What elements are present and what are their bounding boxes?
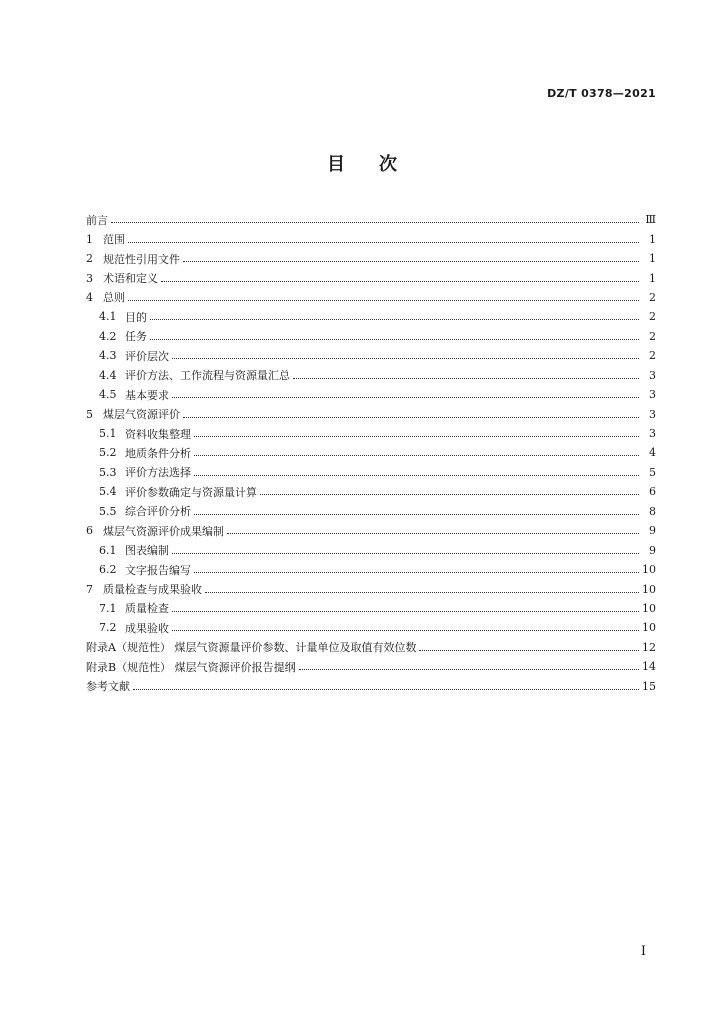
toc-entry[interactable] (86, 327, 656, 346)
toc-entry-number: 7.1 (99, 601, 117, 615)
toc-entry-page: 1 (649, 252, 656, 266)
toc-entry-page: 3 (649, 407, 656, 421)
toc-entry-page: 14 (642, 660, 656, 674)
toc-entry-label: 综合评价分析 (125, 505, 191, 519)
toc-entry[interactable] (86, 404, 656, 423)
toc-entry[interactable] (86, 502, 656, 521)
toc-leader-dots (299, 655, 639, 670)
toc-entry[interactable] (86, 249, 656, 268)
toc-entry-label: 质量检查 (125, 602, 169, 616)
toc-entry-label: 评价参数确定与资源量计算 (125, 485, 257, 499)
toc-entry[interactable] (86, 638, 656, 657)
toc-entry-number: 4 (86, 290, 93, 304)
toc-leader-dots (133, 675, 639, 690)
toc-leader-dots (194, 422, 639, 437)
toc-entry-label: 评价方法、工作流程与资源量汇总 (125, 369, 290, 383)
toc-leader-dots (194, 441, 639, 456)
toc-entry-page: 6 (649, 485, 656, 499)
toc-entry-label: 地质条件分析 (125, 446, 191, 460)
toc-entry[interactable] (86, 288, 656, 307)
toc-leader-dots (172, 344, 639, 359)
toc-entry[interactable] (86, 677, 656, 696)
toc-entry-page: 1 (649, 232, 656, 246)
toc-entry-number: 4.1 (99, 310, 117, 324)
toc-entry-number: 5.3 (99, 465, 117, 479)
toc-entry-label: 参考文献 (86, 680, 130, 694)
toc-entry-number: 5 (86, 407, 93, 421)
toc-entry[interactable] (86, 385, 656, 404)
toc-entry-page: 5 (649, 465, 656, 479)
toc-entry-number: 2 (86, 252, 93, 266)
toc-leader-dots (150, 325, 639, 340)
toc-entry[interactable] (86, 579, 656, 598)
table-of-contents (86, 210, 656, 696)
toc-entry-page: 15 (642, 679, 656, 693)
toc-entry[interactable] (86, 657, 656, 676)
toc-entry[interactable] (86, 482, 656, 501)
toc-entry-number: 5.4 (99, 485, 117, 499)
toc-entry-label: 图表编制 (125, 544, 169, 558)
toc-entry-number: 6.2 (99, 563, 117, 577)
toc-entry-page: 3 (649, 368, 656, 382)
toc-entry-page: 9 (649, 543, 656, 557)
toc-entry-page: 10 (642, 582, 656, 596)
toc-entry-page: 1 (649, 271, 656, 285)
toc-entry-page: 10 (642, 601, 656, 615)
toc-entry-label: 质量检查与成果验收 (103, 583, 202, 597)
toc-entry[interactable] (86, 618, 656, 637)
toc-leader-dots (150, 305, 639, 320)
toc-entry[interactable] (86, 521, 656, 540)
toc-entry[interactable] (86, 268, 656, 287)
toc-leader-dots (128, 228, 639, 243)
toc-entry-label: 任务 (125, 330, 147, 344)
toc-entry-number: 6 (86, 524, 93, 538)
toc-entry-label: 目的 (125, 310, 147, 324)
toc-entry[interactable] (86, 210, 656, 229)
toc-leader-dots (172, 539, 639, 554)
toc-entry-page: 8 (649, 504, 656, 518)
toc-entry[interactable] (86, 443, 656, 462)
toc-entry-label: 评价方法选择 (125, 466, 191, 480)
toc-entry[interactable] (86, 599, 656, 618)
toc-leader-dots (128, 286, 639, 301)
toc-entry-label: 附录A（规范性） 煤层气资源量评价参数、计量单位及取值有效位数 (86, 641, 417, 655)
toc-entry[interactable] (86, 229, 656, 248)
toc-entry[interactable] (86, 540, 656, 559)
toc-leader-dots (161, 267, 639, 282)
toc-entry-page: 9 (649, 524, 656, 538)
toc-entry-label: 总则 (103, 291, 125, 305)
toc-entry-number: 4.5 (99, 388, 117, 402)
toc-entry[interactable] (86, 463, 656, 482)
toc-entry-page: 4 (649, 446, 656, 460)
toc-entry-label: 前言 (86, 213, 108, 227)
toc-entry-number: 7.2 (99, 621, 117, 635)
toc-entry-number: 4.2 (99, 329, 117, 343)
page-title: 目次 (327, 154, 431, 175)
toc-leader-dots (111, 208, 639, 223)
standard-code: DZ/T 0378—2021 (547, 87, 656, 100)
toc-entry-page: 3 (649, 427, 656, 441)
toc-entry[interactable] (86, 307, 656, 326)
toc-entry-label: 煤层气资源评价成果编制 (103, 524, 224, 538)
toc-entry-label: 附录B（规范性） 煤层气资源评价报告提纲 (86, 660, 296, 674)
toc-entry-page: 10 (642, 621, 656, 635)
toc-leader-dots (194, 500, 639, 515)
toc-entry-page: 3 (649, 388, 656, 402)
toc-entry-number: 5.5 (99, 504, 117, 518)
toc-entry-number: 7 (86, 582, 93, 596)
toc-leader-dots (419, 636, 639, 651)
toc-entry-page: 10 (642, 563, 656, 577)
toc-leader-dots (260, 480, 639, 495)
toc-entry-label: 评价层次 (125, 349, 169, 363)
toc-entry-number: 4.4 (99, 368, 117, 382)
toc-entry-label: 成果验收 (125, 621, 169, 635)
toc-entry-label: 文字报告编写 (125, 563, 191, 577)
toc-leader-dots (194, 558, 639, 573)
toc-entry[interactable] (86, 346, 656, 365)
toc-entry-page: 12 (642, 640, 656, 654)
toc-entry-number: 1 (86, 232, 93, 246)
toc-entry-number: 5.2 (99, 446, 117, 460)
toc-leader-dots (172, 383, 639, 398)
toc-entry-page: Ⅲ (645, 213, 656, 227)
toc-entry-label: 煤层气资源评价 (103, 408, 180, 422)
toc-leader-dots (227, 519, 639, 534)
toc-entry-number: 4.3 (99, 349, 117, 363)
toc-entry-label: 规范性引用文件 (103, 252, 180, 266)
toc-entry-page: 2 (649, 310, 656, 324)
toc-entry-number: 3 (86, 271, 93, 285)
toc-leader-dots (183, 403, 639, 418)
toc-leader-dots (205, 578, 639, 593)
toc-leader-dots (172, 597, 639, 612)
toc-leader-dots (183, 247, 639, 262)
toc-entry-label: 范围 (103, 233, 125, 247)
toc-leader-dots (172, 616, 639, 631)
toc-entry[interactable] (86, 424, 656, 443)
toc-entry-label: 术语和定义 (103, 272, 158, 286)
toc-entry-page: 2 (649, 349, 656, 363)
toc-leader-dots (194, 461, 639, 476)
toc-entry-number: 5.1 (99, 427, 117, 441)
toc-entry-page: 2 (649, 329, 656, 343)
toc-entry[interactable] (86, 560, 656, 579)
page-number: I (640, 944, 646, 959)
toc-leader-dots (293, 364, 639, 379)
toc-entry[interactable] (86, 366, 656, 385)
toc-entry-number: 6.1 (99, 543, 117, 557)
toc-entry-label: 资料收集整理 (125, 427, 191, 441)
toc-entry-label: 基本要求 (125, 388, 169, 402)
toc-entry-page: 2 (649, 290, 656, 304)
